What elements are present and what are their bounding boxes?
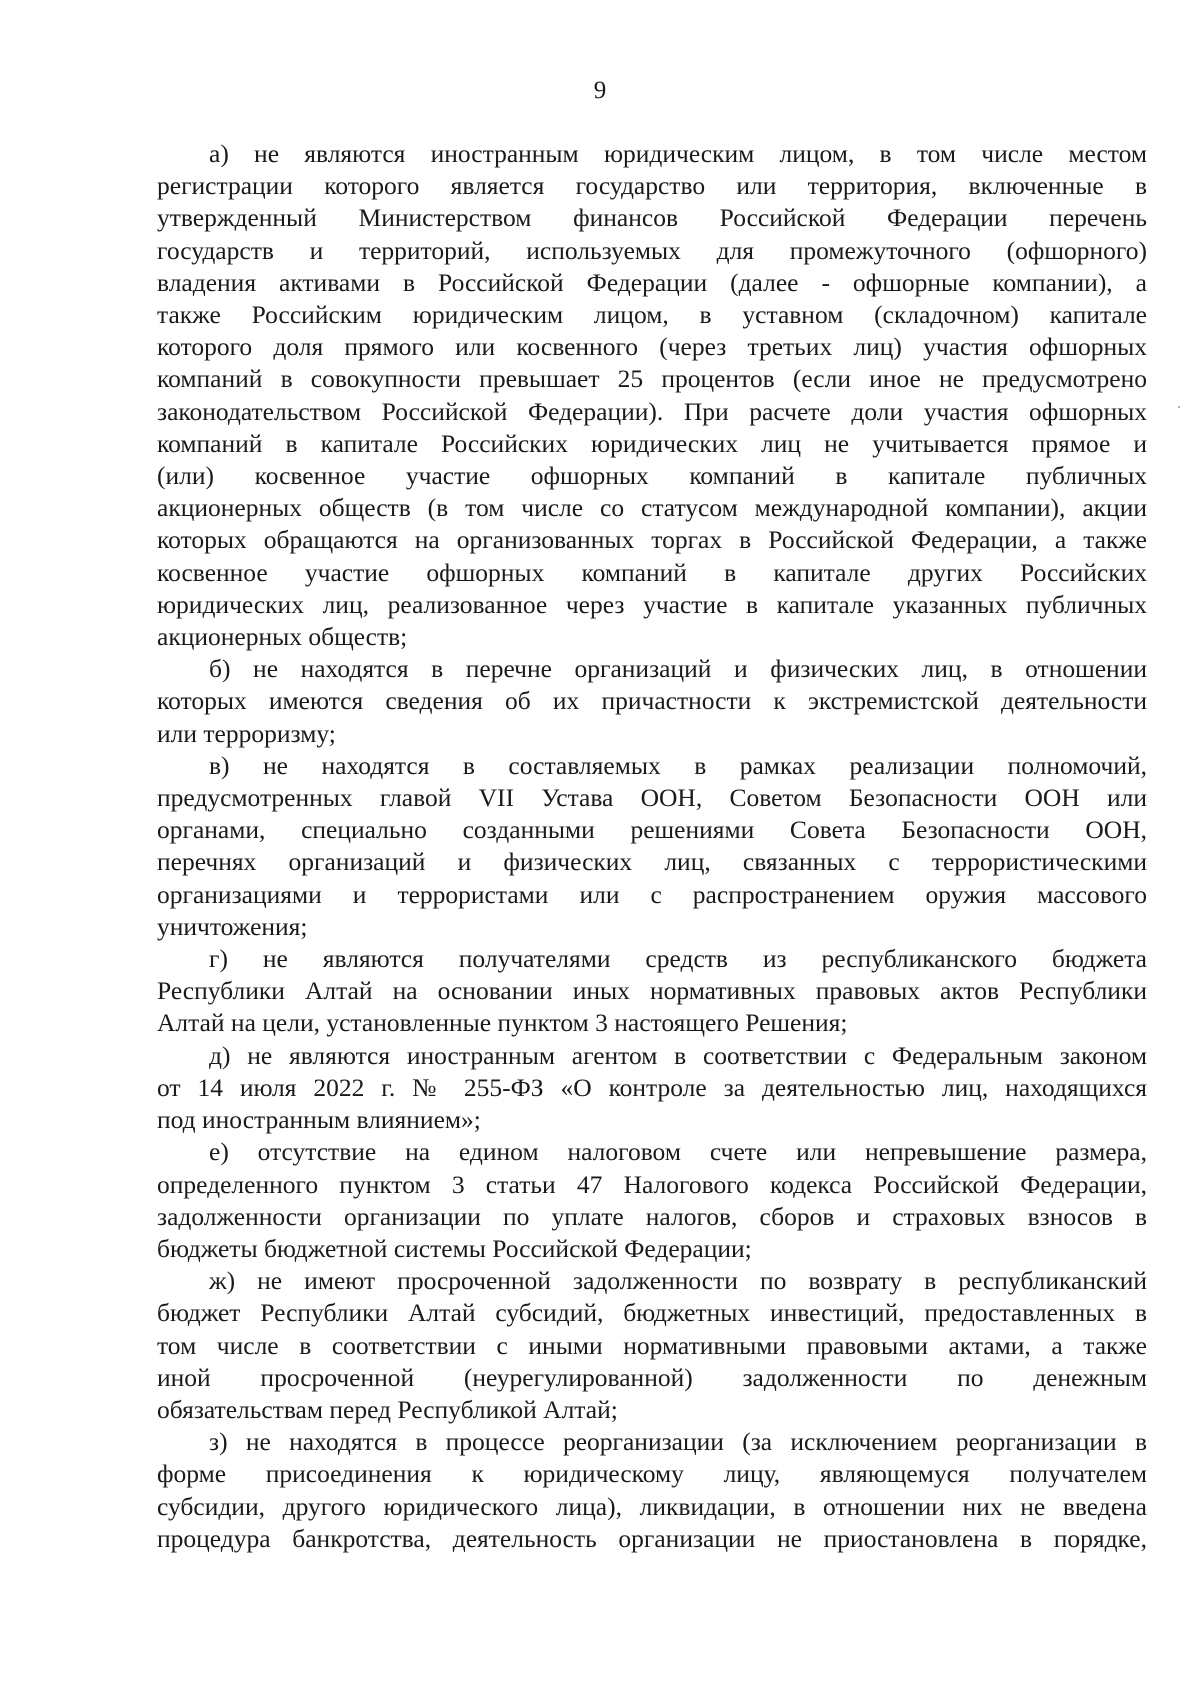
- document-body: [157, 138, 1147, 1555]
- paragraph-a: [157, 138, 1147, 653]
- text-line: от 14 июля 2022 г. № 255-ФЗ «О контроле за деятельностью лиц, находящихся: [157, 1072, 1147, 1102]
- text-line: форме присоединения к юридическому лицу, являющемуся получателем: [157, 1459, 1147, 1489]
- text-line: под иностранным влиянием»;: [157, 1105, 481, 1135]
- text-line: которого доля прямого или косвенного (через третьих лиц) участия офшорных: [157, 332, 1147, 362]
- paragraph-e: [157, 1136, 1147, 1265]
- text-line: определенного пунктом 3 статьи 47 Налогового кодекса Российской Федерации,: [157, 1169, 1147, 1199]
- paragraph-zh: [157, 1265, 1147, 1426]
- paragraph-b: [157, 653, 1147, 750]
- text-line: бюджеты бюджетной системы Российской Федерации;: [157, 1233, 752, 1263]
- text-line: б) не находятся в перечне организаций и физических лиц, в отношении: [209, 654, 1147, 684]
- text-line: задолженности организации по уплате налогов, сборов и страховых взносов в: [157, 1201, 1147, 1231]
- text-line: а) не являются иностранным юридическим лицом, в том числе местом: [209, 139, 1147, 168]
- text-line: организациями и террористами или с распространением оружия массового: [157, 879, 1147, 909]
- text-line: акционерных обществ (в том числе со статусом международной компании), акции: [157, 493, 1147, 523]
- text-line: владения активами в Российской Федерации (далее - офшорные компании), а: [157, 267, 1147, 297]
- text-line: бюджет Республики Алтай субсидий, бюджетных инвестиций, предоставленных в: [157, 1298, 1147, 1328]
- text-line: иной просроченной (неурегулированной) задолженности по денежным: [157, 1362, 1147, 1392]
- text-line: акционерных обществ;: [157, 622, 408, 652]
- scan-speck: [1178, 406, 1180, 408]
- text-line: компаний в совокупности превышает 25 процентов (если иное не предусмотрено: [157, 364, 1147, 394]
- page-number: 9: [593, 77, 607, 104]
- text-line: органами, специально созданными решениями Совета Безопасности ООН,: [157, 815, 1147, 845]
- text-line: уничтожения;: [157, 911, 308, 941]
- text-line: субсидии, другого юридического лица), ликвидации, в отношении них не введена: [157, 1491, 1147, 1521]
- text-line: (или) косвенное участие офшорных компаний в капитале публичных: [157, 461, 1147, 491]
- paragraph-v: [157, 750, 1147, 943]
- text-line: предусмотренных главой VII Устава ООН, Советом Безопасности ООН или: [157, 783, 1147, 813]
- text-line: перечнях организаций и физических лиц, связанных с террористическими: [157, 847, 1147, 877]
- text-line: компаний в капитале Российских юридических лиц не учитывается прямое и: [157, 428, 1147, 458]
- text-line: г) не являются получателями средств из республиканского бюджета: [209, 944, 1147, 974]
- text-line: законодательством Российской Федерации). При расчете доли участия офшорных: [157, 396, 1147, 426]
- text-line: или терроризму;: [157, 718, 336, 748]
- text-line: ж) не имеют просроченной задолженности по возврату в республиканский: [209, 1266, 1147, 1296]
- text-line: государств и территорий, используемых для промежуточного (офшорного): [157, 235, 1147, 265]
- text-line: е) отсутствие на едином налоговом счете или непревышение размера,: [209, 1137, 1147, 1167]
- text-line: которых обращаются на организованных торгах в Российской Федерации, а также: [157, 525, 1147, 555]
- text-line: Республики Алтай на основании иных нормативных правовых актов Республики: [157, 976, 1147, 1006]
- text-line: з) не находятся в процессе реорганизации (за исключением реорганизации в: [209, 1427, 1147, 1457]
- text-line: косвенное участие офшорных компаний в капитале других Российских: [157, 557, 1147, 587]
- text-line: д) не являются иностранным агентом в соответствии с Федеральным законом: [209, 1040, 1147, 1070]
- text-line: в) не находятся в составляемых в рамках реализации полномочий,: [209, 750, 1147, 780]
- text-line: которых имеются сведения об их причастности к экстремистской деятельности: [157, 686, 1147, 716]
- text-line: утвержденный Министерством финансов Российской Федерации перечень: [157, 203, 1147, 233]
- text-line: обязательствам перед Республикой Алтай;: [157, 1394, 618, 1424]
- text-line: также Российским юридическим лицом, в уставном (складочном) капитале: [157, 300, 1147, 330]
- text-line: процедура банкротства, деятельность организации не приостановлена в порядке,: [157, 1523, 1147, 1553]
- text-line: том числе в соответствии с иными нормативными правовыми актами, а также: [157, 1330, 1147, 1360]
- text-line: регистрации которого является государство или территория, включенные в: [157, 171, 1147, 201]
- paragraph-z: [157, 1426, 1147, 1555]
- paragraph-g: [157, 943, 1147, 1040]
- text-line: юридических лиц, реализованное через участие в капитале указанных публичных: [157, 589, 1147, 619]
- paragraph-d: [157, 1040, 1147, 1137]
- text-line: Алтай на цели, установленные пунктом 3 настоящего Решения;: [157, 1008, 848, 1038]
